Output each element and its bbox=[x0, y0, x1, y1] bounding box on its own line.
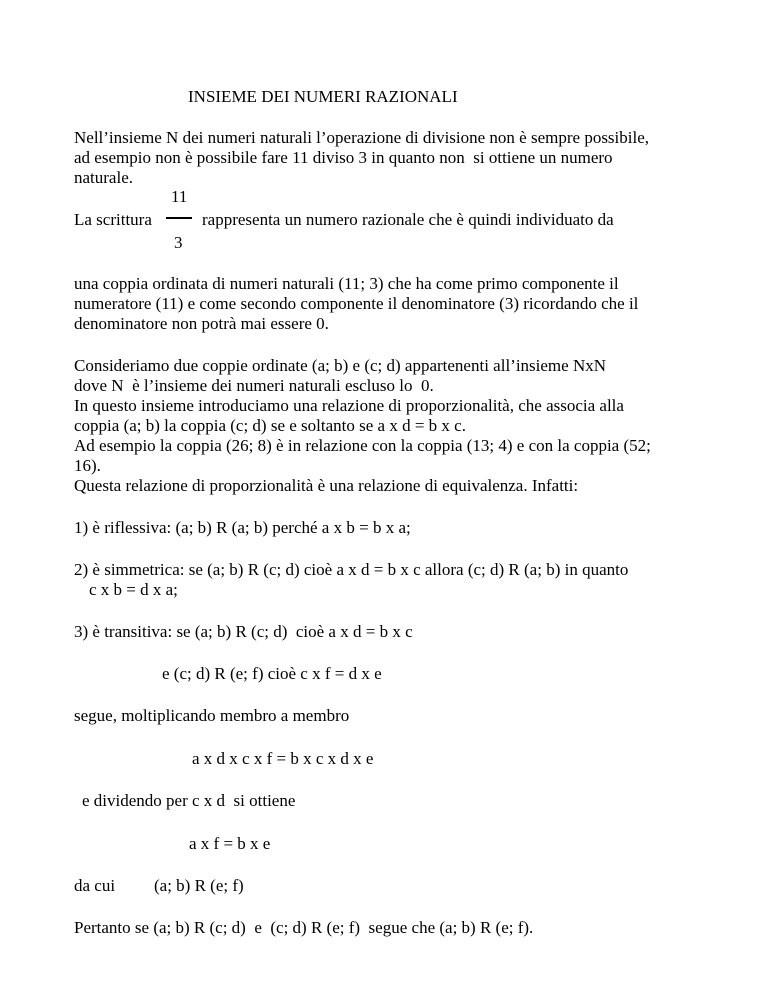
para2-line-2: numeratore (11) e come secondo componente il denominatore (3) ricordando che il bbox=[74, 294, 639, 313]
fraction-prefix: La scrittura bbox=[74, 210, 152, 229]
fraction-suffix: rappresenta un numero razionale che è quindi individuato da bbox=[202, 210, 614, 229]
para3-line-1: Consideriamo due coppie ordinate (a; b) e (c; d) appartenenti all’insieme NxN bbox=[74, 356, 607, 375]
para3-line-4: coppia (a; b) la coppia (c; d) se e soltanto se a x d = b x c. bbox=[74, 416, 466, 435]
transitive-step-multiply: segue, moltiplicando membro a membro bbox=[74, 706, 350, 725]
document-title: INSIEME DEI NUMERI RAZIONALI bbox=[188, 87, 458, 106]
intro-line-2: ad esempio non è possibile fare 11 diviso 3 in quanto non si ottiene un numero bbox=[74, 148, 613, 167]
conclusion-line: Pertanto se (a; b) R (c; d) e (c; d) R (e; f) segue che (a; b) R (e; f). bbox=[74, 918, 534, 937]
property-symmetric-line-1: 2) è simmetrica: se (a; b) R (c; d) cioè a x d = b x c allora (c; d) R (a; b) in quanto bbox=[74, 560, 629, 579]
para3-line-3: In questo insieme introduciamo una relazione di proporzionalità, che associa alla bbox=[74, 396, 624, 415]
para3-line-5: Ad esempio la coppia (26; 8) è in relazione con la coppia (13; 4) e con la coppia (52; bbox=[74, 436, 651, 455]
transitive-label-da-cui: da cui bbox=[74, 876, 116, 895]
para3-line-6: 16). bbox=[74, 456, 101, 475]
transitive-equation-result: a x f = b x e bbox=[189, 834, 271, 853]
transitive-relation-result: (a; b) R (e; f) bbox=[154, 876, 244, 895]
para2-line-3: denominatore non potrà mai essere 0. bbox=[74, 314, 329, 333]
transitive-step-divide: e dividendo per c x d si ottiene bbox=[82, 791, 296, 810]
para3-line-7: Questa relazione di proporzionalità è una relazione di equivalenza. Infatti: bbox=[74, 476, 579, 495]
fraction-bar bbox=[166, 217, 192, 219]
property-transitive-line-2: e (c; d) R (e; f) cioè c x f = d x e bbox=[162, 664, 382, 683]
transitive-equation-product: a x d x c x f = b x c x d x e bbox=[192, 749, 374, 768]
intro-line-3: naturale. bbox=[74, 168, 133, 187]
property-transitive-line-1: 3) è transitiva: se (a; b) R (c; d) cioè a x d = b x c bbox=[74, 622, 413, 641]
property-reflexive: 1) è riflessiva: (a; b) R (a; b) perché a x b = b x a; bbox=[74, 518, 411, 537]
para2-line-1: una coppia ordinata di numeri naturali (11; 3) che ha come primo componente il bbox=[74, 274, 619, 293]
property-symmetric-line-2: c x b = d x a; bbox=[89, 580, 178, 599]
fraction-numerator: 11 bbox=[171, 187, 188, 206]
fraction-denominator: 3 bbox=[174, 233, 183, 252]
para3-line-2: dove N è l’insieme dei numeri naturali escluso lo 0. bbox=[74, 376, 434, 395]
intro-line-1: Nell’insieme N dei numeri naturali l’operazione di divisione non è sempre possibile, bbox=[74, 128, 650, 147]
